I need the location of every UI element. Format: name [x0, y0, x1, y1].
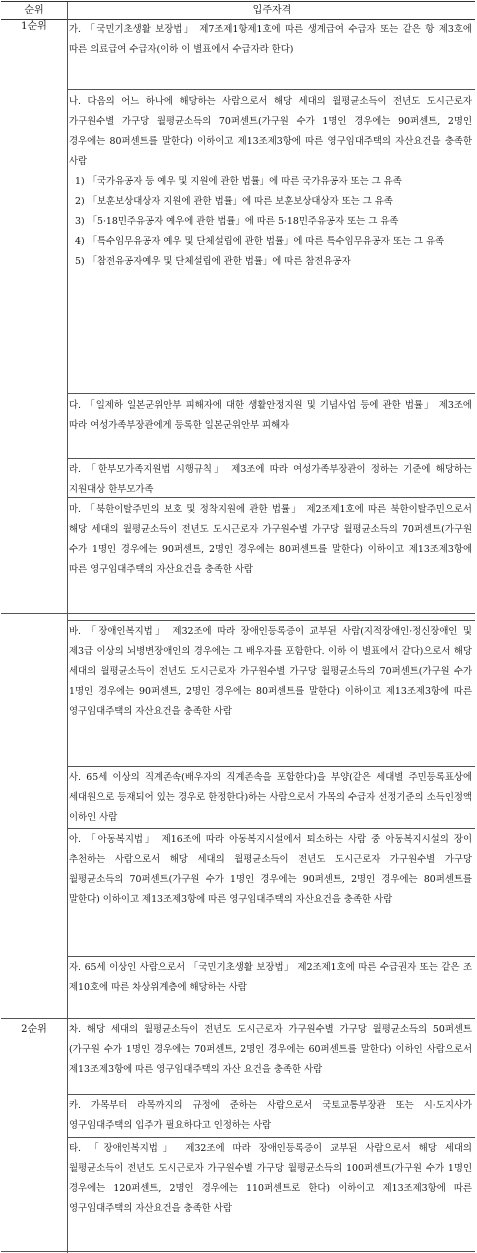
item-sa	[69, 768, 472, 828]
row-separator	[67, 766, 475, 767]
item-ka-text: 카. 가목부터 라목까지의 규정에 준하는 사람으로서 국토교통부장관 또는 시·도지사가 영구임대주택의 입주가 필요하다고 인정하는 사람	[69, 1100, 472, 1131]
rank-first: 1순위	[21, 21, 47, 32]
page-break-line	[1, 613, 475, 614]
item-ja-text: 자. 65세 이상인 사람으로서 「국민기초생활 보장법」 제2조제1호에 따른 수급권자 또는 같은 조 제10호에 따른 차상위계층에 해당하는 사람	[69, 962, 472, 993]
item-ba	[69, 622, 472, 722]
item-cha	[69, 1020, 472, 1080]
row-separator	[67, 89, 475, 90]
item-ba-text: 바. 「장애인복지법」 제32조에 따라 장애인등록증이 교부된 사람(지적장애인·정신장애인 및 제3급 이상의 뇌병변장애인의 경우에는 그 배우자를 포함한다. 이하 이 별표에서 같다)으로서 해당 세대의 월평균소득이 전년도 도시근로자 가구원수별 가구당 월평균소득의 70퍼센트(가구원 수가 1명인 경우에는 90퍼센트, 2명인 경우에는 80퍼센트를 말한다) 이하이고 제13조제3항에 따른 영구임대주택의 자산요건을 충족한 사람	[69, 626, 472, 717]
item-ja	[69, 958, 472, 998]
rank-separator	[1, 1018, 475, 1019]
row-separator	[67, 393, 475, 394]
row-separator	[67, 956, 475, 957]
item-ra	[69, 460, 472, 500]
item-a	[69, 830, 472, 910]
header-rank: 순위	[24, 5, 44, 16]
item-ga-text: 가. 「국민기초생활 보장법」 제7조제1항제1호에 따른 생계급여 수급자 또는 같은 항 제3호에 따른 의료급여 수급자(이하 이 별표에서 수급자라 한다)	[69, 24, 472, 55]
item-na-sub-2: 2) 「보훈보상대상자 지원에 관한 법률」에 따른 보훈보상대상자 또는 그 유족	[75, 196, 393, 207]
item-cha-text: 차. 해당 세대의 월평균소득이 전년도 도시근로자 가구원수별 가구당 월평균소득의 50퍼센트(가구원 수가 1명인 경우에는 70퍼센트, 2명인 경우에는 60퍼센트를 말한다) 이하인 사람으로서 제13조제3항에 따른 영구임대주택의 자산 요건을 충족한 사람	[69, 1024, 472, 1075]
item-na-sub-1: 1) 「국가유공자 등 예우 및 지원에 관한 법률」에 따른 국가유공자 또는 그 유족	[75, 176, 402, 187]
item-a-text: 아. 「아동복지법」 제16조에 따라 아동복지시설에서 퇴소하는 사람 중 아동복지시설의 장이 추천하는 사람으로서 해당 세대의 월평균소득이 전년도 도시근로자 가구원수별 가구당 월평균소득의 70퍼센트(가구원 수가 1명인 경우에는 90퍼센트, 2명인 경우에는 80퍼센트를 말한다) 이하이고 제13조제3항에 따른 영구임대주택의 자산요건을 충족한 사람	[69, 834, 472, 905]
item-na-sub-3: 3) 「5·18민주유공자 예우에 관한 법률」에 따른 5·18민주유공자 또는 그 유족	[75, 216, 399, 227]
item-ra-text: 라. 「한부모가족지원법 시행규칙」 제3조에 따라 여성가족부장관이 정하는 기준에 해당하는 지원대상 한부모가족	[69, 464, 472, 495]
rank-second: 2순위	[21, 1024, 47, 1035]
row-separator	[67, 1137, 475, 1138]
table-bottom	[1, 1251, 475, 1252]
item-sa-text: 사. 65세 이상의 직계존속(배우자의 직계존속을 포함한다)을 부양(같은 세대별 주민등록표상에 세대원으로 등재되어 있는 경우로 한정한다)하는 사람으로서 가목의 수급자 선정기준의 소득인정액 이하인 사람	[69, 772, 472, 823]
item-na-sub-5: 5) 「참전유공자예우 및 단체설립에 관한 법률」에 따른 참전유공자	[75, 256, 351, 267]
table-header	[1, 1, 475, 20]
item-na-sub-4: 4) 「특수임무유공자 예우 및 단체설립에 관한 법률」에 따른 특수임무유공자 또는 그 유족	[75, 236, 445, 247]
item-ta	[69, 1139, 472, 1219]
row-separator	[67, 458, 475, 459]
item-ta-text: 타. 「장애인복지법」 제32조에 따라 장애인등록증이 교부된 사람으로서 해당 세대의 월평균소득이 전년도 도시근로자 가구원수별 가구당 월평균소득의 100퍼센트(가구원 수가 1명인 경우에는 120퍼센트, 2명인 경우에는 110퍼센트로 한다) 이하이고 제13조제3항에 따른 영구임대주택의 자산요건을 충족한 사람	[69, 1143, 472, 1214]
item-ma-text: 마. 「북한이탈주민의 보호 및 정착지원에 관한 법률」 제2조제1호에 따른 북한이탈주민으로서 해당 세대의 월평균소득이 전년도 도시근로자 가구원수별 가구당 월평균소득의 70퍼센트(가구원 수가 1명인 경우에는 90퍼센트, 2명인 경우에는 80퍼센트를 말한다) 이하이고 제13조제3항에 따른 영구임대주택의 자산요건을 충족한 사람	[69, 504, 472, 575]
item-ma	[69, 500, 472, 580]
item-ka	[69, 1096, 472, 1136]
item-da	[69, 396, 472, 436]
item-na-text: 나. 다음의 어느 하나에 해당하는 사람으로서 해당 세대의 월평균소득이 전년도 도시근로자 가구원수별 가구당 월평균소득의 70퍼센트(가구원 수가 1명인 경우에는 90퍼센트, 2명인 경우에는 80퍼센트를 말한다) 이하이고 제13조제3항에 따른 영구임대주택의 자산요건을 충족한 사람	[69, 96, 472, 167]
item-na	[69, 92, 472, 272]
row-separator	[67, 1094, 475, 1095]
row-separator	[67, 828, 475, 829]
header-qualification: 입주자격	[67, 2, 476, 19]
item-da-text: 다. 「일제하 일본군위안부 피해자에 대한 생활안정지원 및 기념사업 등에 관한 법률」 제3조에 따라 여성가족부장관에게 등록한 일본군위안부 피해자	[69, 400, 472, 431]
item-ga	[69, 20, 472, 60]
column-divider	[67, 18, 68, 1253]
row-separator	[67, 620, 475, 621]
